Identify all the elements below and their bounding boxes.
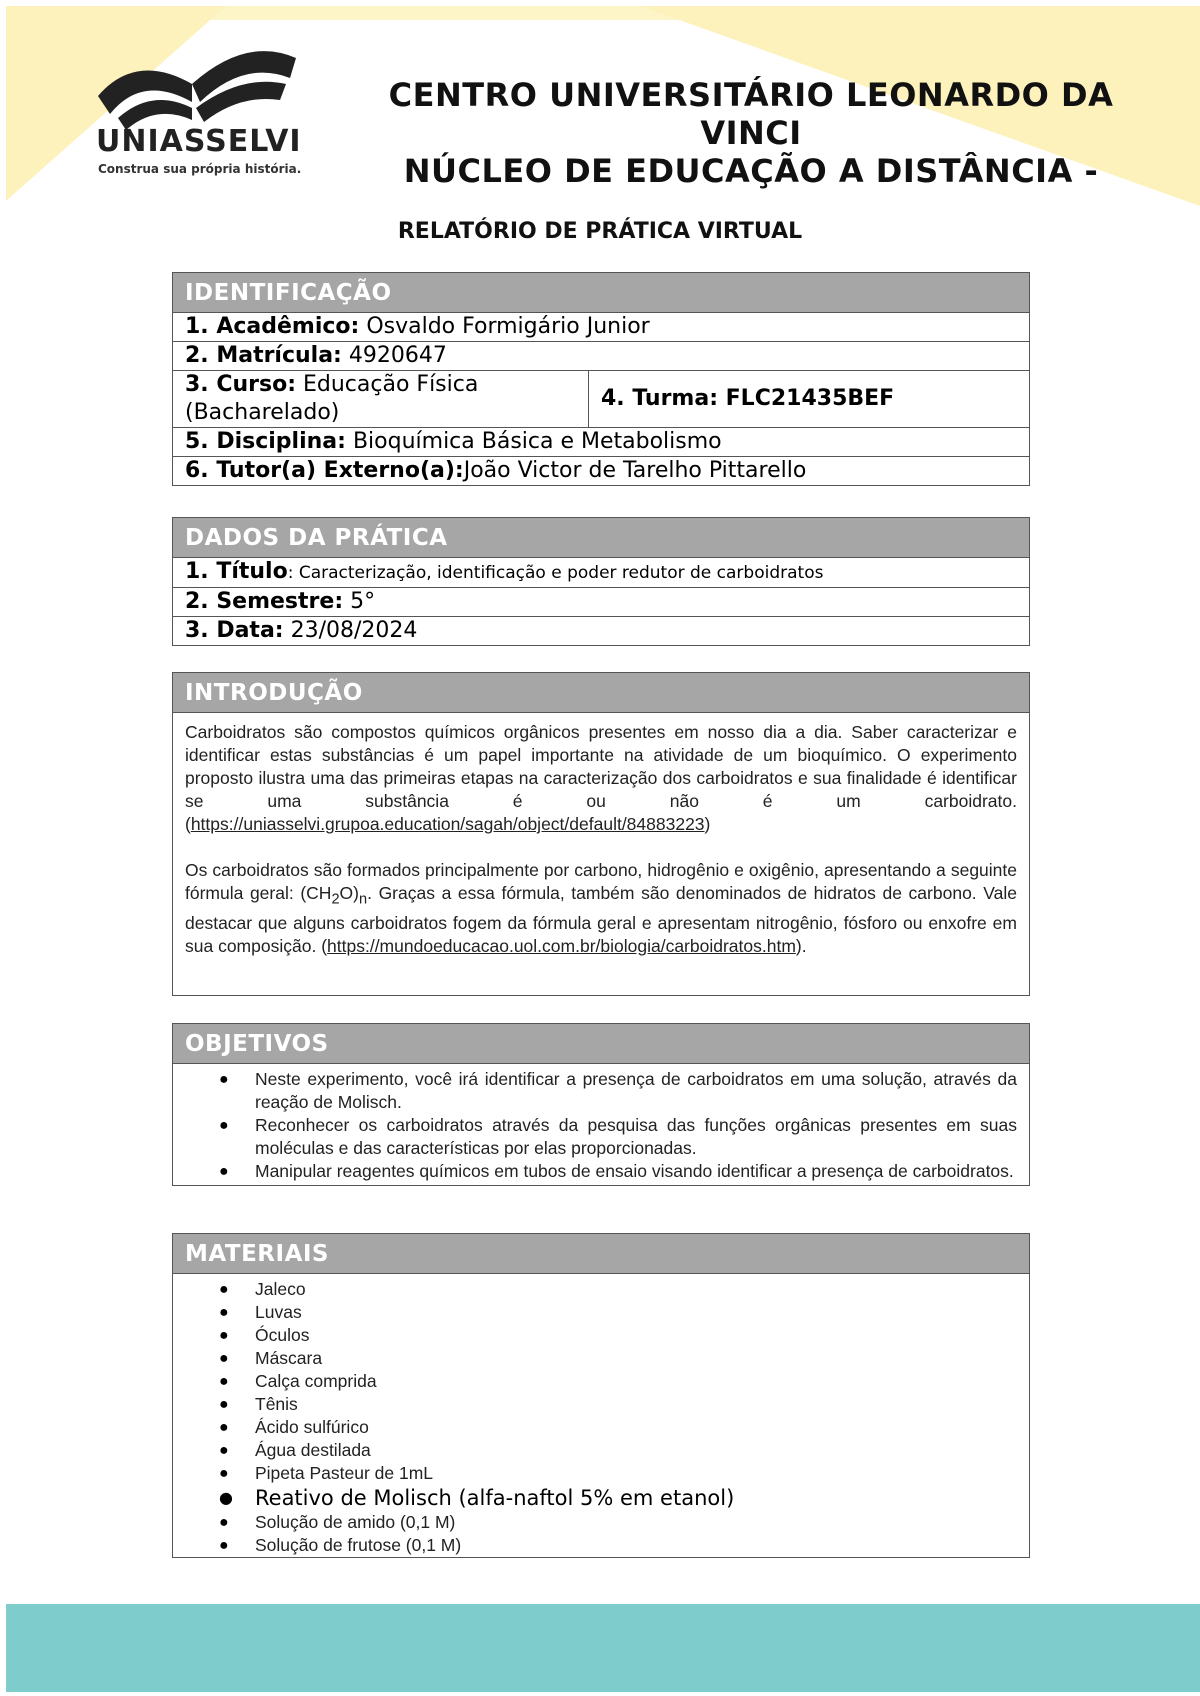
- material-text: Reativo de Molisch (alfa-naftol 5% em etanol): [255, 1486, 735, 1510]
- academico-label: 1. Acadêmico:: [185, 314, 360, 339]
- semestre-row: [173, 588, 1029, 617]
- list-item: [185, 1370, 1017, 1393]
- bullet-icon: ●: [219, 1163, 229, 1180]
- objetivo-text: Manipular reagentes químicos em tubos de ensaio visando identificar a presença de carboidratos.: [255, 1161, 1014, 1181]
- material-text: Solução de amido (0,1 M): [255, 1512, 456, 1532]
- bullet-icon: ●: [219, 1327, 229, 1344]
- material-text: Jaleco: [255, 1279, 306, 1299]
- list-item: [185, 1416, 1017, 1439]
- materiais-heading: MATERIAIS: [173, 1234, 1029, 1274]
- list-item: [185, 1439, 1017, 1462]
- page-title: [386, 76, 1116, 190]
- material-text: Calça comprida: [255, 1371, 377, 1391]
- bullet-icon: ●: [219, 1071, 229, 1088]
- bullet-icon: ●: [219, 1117, 229, 1134]
- logo-wordmark: UNIASSELVI: [96, 124, 302, 159]
- material-text: Água destilada: [255, 1440, 371, 1460]
- bullet-icon: ●: [219, 1304, 229, 1321]
- list-item: [185, 1114, 1017, 1160]
- list-item: [185, 1068, 1017, 1114]
- titulo-value: : Caracterização, identificação e poder redutor de carboidratos: [287, 563, 824, 583]
- titulo-label: 1. Título: [185, 559, 288, 584]
- introducao-link-1[interactable]: https://uniasselvi.grupoa.education/sagah/object/default/84883223: [190, 814, 705, 834]
- disciplina-label: 5. Disciplina:: [185, 429, 346, 454]
- turma-cell: 4. Turma: FLC21435BEF: [601, 386, 895, 411]
- material-text: Óculos: [255, 1325, 310, 1345]
- introducao-p2-text-c: . Graças a essa fórmula, também são denominados de hidratos de carbono. Vale destacar que alguns carboidratos fogem da fórmula geral e apresentam nitrogênio, fósforo ou enxofre em sua composição.: [185, 883, 1017, 956]
- logo-slogan: Construa sua própria história.: [98, 162, 302, 176]
- matricula-label: 2. Matrícula:: [185, 343, 342, 368]
- bullet-icon: ●: [219, 1442, 229, 1459]
- footer-band: [6, 1604, 1200, 1692]
- list-item: [185, 1160, 1017, 1183]
- data-row: [173, 617, 1029, 645]
- data-value: 23/08/2024: [283, 618, 418, 643]
- bullet-icon: ●: [219, 1537, 229, 1554]
- introducao-heading: INTRODUÇÃO: [173, 673, 1029, 713]
- title-line-1: CENTRO UNIVERSITÁRIO LEONARDO DA VINCI: [388, 76, 1114, 152]
- introducao-p1-text: Carboidratos são compostos químicos orgânicos presentes em nosso dia a dia. Saber caracterizar e identificar estas substâncias é um papel importante na atividade de um bioquímico. O experimento proposto ilustra uma das primeiras etapas na caracterização dos carboidratos e sua finalidade é identificar se uma substância é ou não é um carboidrato.: [185, 722, 1017, 811]
- report-page: [6, 6, 1200, 1696]
- list-item: [185, 1462, 1017, 1485]
- formula-subscript-2: 2: [331, 891, 340, 908]
- list-item: [185, 1278, 1017, 1301]
- material-text: Tênis: [255, 1394, 298, 1414]
- bullet-icon: ●: [219, 1488, 233, 1507]
- introducao-text: [173, 713, 1029, 968]
- identificacao-section: [172, 272, 1030, 486]
- introducao-paragraph-2: Os carboidratos são formados principalmente por carbono, hidrogênio e oxigênio, apresentando a seguinte fórmula geral: $(CH_2O)_n$. Graças a essa fórmula, também são denominados de hidratos de carbono. Vale destacar que alguns carboidratos fogem da fórmula geral e apresentam nitrogênio, fósforo ou enxofre em sua composição. (https://mundoeducacao.uol.com.br/biologia/carboidratos.htm).: [185, 860, 1017, 956]
- introducao-p2-text-a: Os carboidratos são formados principalmente por carbono, hidrogênio e oxigênio, apresentando a seguinte fórmula geral: (CH: [185, 860, 1017, 903]
- bullet-icon: ●: [219, 1514, 229, 1531]
- curso-turma-row: [173, 371, 1029, 428]
- list-item: [185, 1393, 1017, 1416]
- tutor-label: 6. Tutor(a) Externo(a):: [185, 458, 464, 483]
- list-item: [185, 1347, 1017, 1370]
- material-text: Solução de frutose (0,1 M): [255, 1535, 462, 1555]
- bullet-icon: ●: [219, 1396, 229, 1413]
- identificacao-heading: IDENTIFICAÇÃO: [173, 273, 1029, 313]
- semestre-value: 5°: [343, 589, 376, 614]
- disciplina-value: Bioquímica Básica e Metabolismo: [345, 429, 722, 454]
- matricula-value: 4920647: [341, 343, 447, 368]
- introducao-section: [172, 672, 1030, 996]
- list-item: [185, 1324, 1017, 1347]
- objetivo-text: Reconhecer os carboidratos através da pesquisa das funções orgânicas presentes em suas moléculas e das características por elas proporcionadas.: [255, 1115, 1017, 1158]
- bullet-icon: ●: [219, 1419, 229, 1436]
- materiais-section: [172, 1233, 1030, 1558]
- introducao-p2-text-b: O): [339, 883, 359, 903]
- tutor-row: [173, 457, 1029, 485]
- bullet-icon: ●: [219, 1373, 229, 1390]
- semestre-label: 2. Semestre:: [185, 589, 344, 614]
- curso-cell: [173, 371, 589, 427]
- material-text: Máscara: [255, 1348, 323, 1368]
- report-subtitle: RELATÓRIO DE PRÁTICA VIRTUAL: [397, 219, 803, 244]
- introducao-paragraph-1: Carboidratos são compostos químicos orgânicos presentes em nosso dia a dia. Saber caracterizar e identificar estas substâncias é um papel importante na atividade de um bioquímico. O experimento proposto ilustra uma das primeiras etapas na caracterização dos carboidratos e sua finalidade é identificar se uma substância é ou não é um carboidrato. (https://uniasselvi.grupoa.education/sagah/object/default/84883223): [185, 722, 1017, 834]
- academico-value: Osvaldo Formigário Junior: [359, 314, 650, 339]
- curso-value: Educação Física (Bacharelado): [185, 372, 479, 425]
- objetivos-list: [173, 1064, 1029, 1185]
- tutor-value: João Victor de Tarelho Pittarello: [463, 458, 807, 483]
- objetivos-heading: OBJETIVOS: [173, 1024, 1029, 1064]
- materiais-list: [173, 1274, 1029, 1558]
- list-item: [185, 1301, 1017, 1324]
- titulo-row: [173, 558, 1029, 588]
- objetivos-section: [172, 1023, 1030, 1186]
- data-label: 3. Data:: [185, 618, 284, 643]
- dados-pratica-section: [172, 517, 1030, 646]
- curso-label: 3. Curso:: [185, 372, 296, 397]
- objetivo-text: Neste experimento, você irá identificar a presença de carboidratos em uma solução, através da reação de Molisch.: [255, 1069, 1017, 1112]
- list-item: [185, 1511, 1017, 1534]
- material-text: Pipeta Pasteur de 1mL: [255, 1463, 434, 1483]
- material-text: Luvas: [255, 1302, 302, 1322]
- material-text: Ácido sulfúrico: [255, 1417, 369, 1437]
- dados-pratica-heading: DADOS DA PRÁTICA: [173, 518, 1029, 558]
- bullet-icon: ●: [219, 1350, 229, 1367]
- bullet-icon: ●: [219, 1281, 229, 1298]
- disciplina-row: [173, 428, 1029, 457]
- list-item: [173, 1534, 1029, 1558]
- list-item: [185, 1485, 1017, 1511]
- academico-row: [173, 313, 1029, 342]
- title-line-2: NÚCLEO DE EDUCAÇÃO A DISTÂNCIA -: [403, 152, 1099, 190]
- bullet-icon: ●: [219, 1465, 229, 1482]
- formula-subscript-n: n: [359, 891, 368, 908]
- introducao-link-2[interactable]: https://mundoeducacao.uol.com.br/biologia/carboidratos.htm: [327, 935, 796, 956]
- matricula-row: [173, 342, 1029, 371]
